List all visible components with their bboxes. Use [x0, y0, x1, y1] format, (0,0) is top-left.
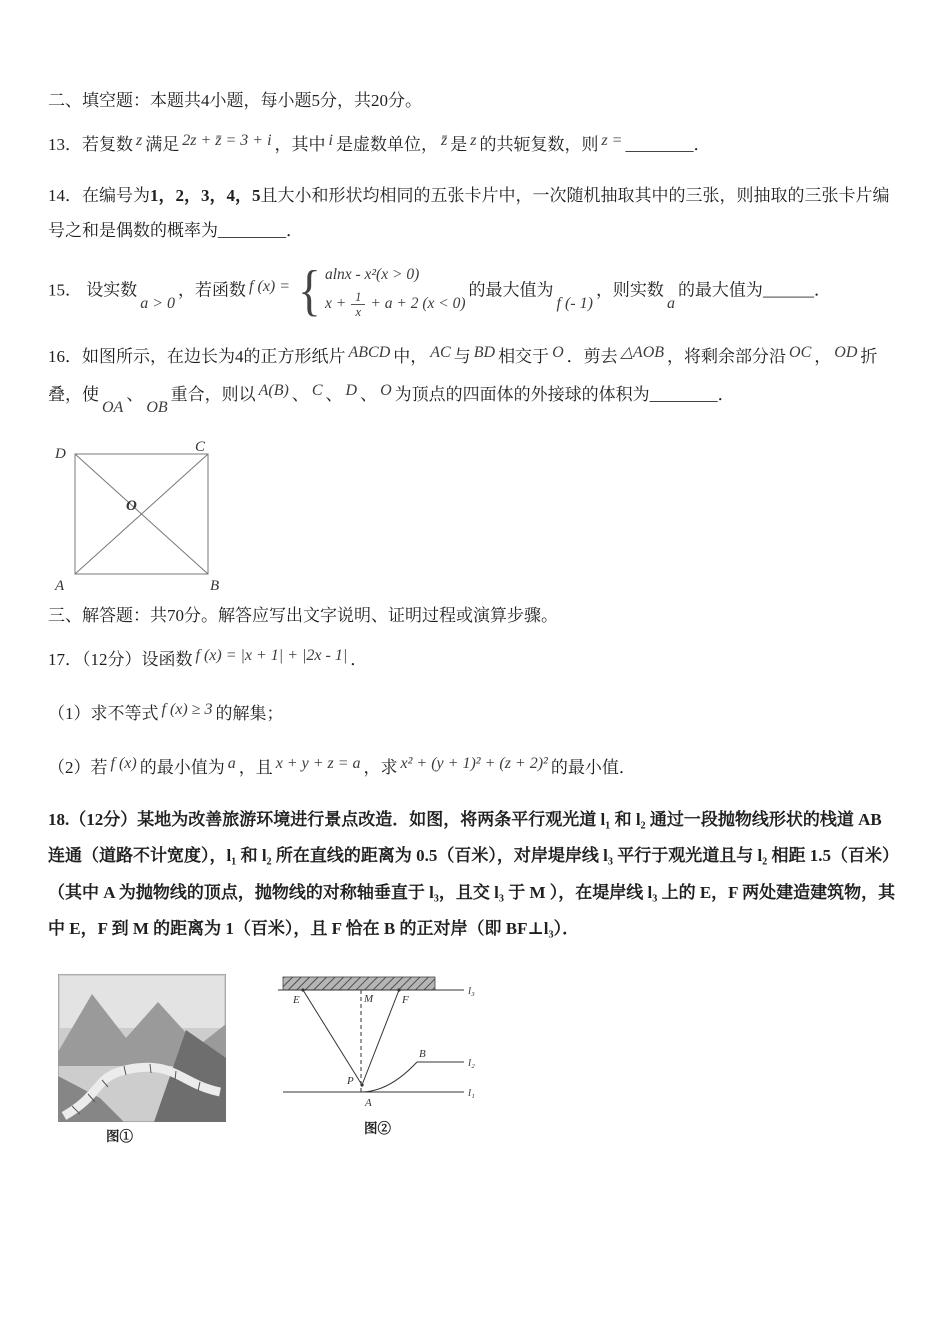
vertex-label-a: A — [55, 578, 65, 595]
math-run: f (- 1) — [556, 294, 593, 312]
math-run: + a + 2 (x < 0) — [370, 295, 466, 313]
answer-blank: ________ — [649, 384, 718, 404]
text-run: 、 — [126, 384, 144, 404]
text-run: 18.（12分）某地为改善旅游环境进行景点改造．如图，将两条平行观光道 l₁ 和 l₂ 通过一段抛物线形状的栈道 AB 连通（道路不计宽度），l₁ 和 l₂ 所在直线的距离为 0.5（百米），对岸堤岸线 l₃ 平行于观光道且与 l₂ 相距 1.5（百米）（其中 A 为抛物线的顶点，抛物线的对称轴垂直于 l₃，且交 l₃ 于 M ），在堤岸线 l₃ 上的 E，F 两处建造建筑物，其中 E，F 到 M 的距离为 1（百米），且 F 恰在 B 的正对岸（即 BF⊥l₃）． — [48, 809, 896, 939]
math-run: a — [666, 294, 675, 312]
text-run: 16．如图所示，在边长为4的正方形纸片 — [48, 346, 346, 366]
text-run: 相交于 — [498, 346, 550, 366]
question-18 — [48, 802, 898, 948]
text-run: ， — [814, 346, 832, 366]
diagram-figure — [278, 974, 488, 1114]
text-run: ． — [693, 134, 711, 154]
question-16 — [48, 337, 898, 425]
math-run: x + y + z = a — [275, 754, 361, 772]
text-run: 中， — [393, 346, 428, 366]
section-3-header-text: 三、解答题：共70分。解答应写出文字说明、证明过程或演算步骤。 — [48, 606, 558, 626]
text-run: ，其中 — [274, 134, 326, 154]
figure-2-column — [278, 974, 488, 1136]
sightline-e-p — [303, 990, 362, 1085]
point-label-p: P — [347, 1074, 354, 1087]
vertex-label-d: D — [55, 446, 66, 463]
text-run: ．剪去 — [566, 346, 618, 366]
riverbank-hatch — [283, 977, 435, 990]
text-run: 的共轭复数，则 — [479, 134, 599, 154]
diagram-points — [301, 988, 400, 1086]
text-run: 的解集； — [215, 704, 284, 724]
question-17-part-2 — [48, 748, 898, 786]
text-run: ． — [717, 384, 735, 404]
photo-figure — [58, 974, 226, 1122]
piecewise-brace: { — [298, 260, 321, 323]
vertex-label-o: O — [126, 498, 137, 515]
fraction-numerator: 1 — [351, 290, 365, 305]
vertex-label-c: C — [195, 440, 206, 456]
math-run: A(B) — [258, 381, 289, 399]
math-run: a > 0 — [140, 294, 176, 312]
text-run: ，将剩余部分沿 — [667, 346, 787, 366]
question-14 — [48, 179, 898, 249]
square-outline — [75, 454, 208, 574]
math-run: OD — [834, 343, 858, 361]
text-run: 17．（12分）设函数 — [48, 650, 193, 670]
text-run: 的最小值为 — [139, 757, 225, 777]
diagram-labels — [292, 985, 475, 1109]
math-run: △AOB — [620, 343, 665, 361]
point-label-a: A — [365, 1096, 372, 1109]
point-label-m: M — [364, 992, 374, 1005]
point-label-e: E — [293, 993, 300, 1006]
text-run: ． — [350, 650, 368, 670]
math-run: a — [227, 754, 236, 772]
text-run: ，则实数 — [595, 280, 664, 300]
math-run: BD — [473, 343, 496, 361]
text-run: 的最大值为 — [468, 280, 554, 300]
text-run: （1）求不等式 — [48, 704, 159, 724]
text-run: 13．若复数 — [48, 134, 133, 154]
text-run: ，且 — [238, 757, 273, 777]
answer-blank: ________ — [218, 220, 286, 240]
text-run: 、 — [291, 384, 309, 404]
math-run: z = — [601, 131, 623, 149]
section-3-header — [48, 599, 898, 634]
text-run: 是 — [450, 134, 468, 154]
math-run: x² + (y + 1)² + (z + 2)² — [400, 754, 548, 772]
math-run: ABCD — [348, 343, 391, 361]
square-figure — [50, 440, 228, 594]
math-run: O — [380, 381, 392, 399]
question-15 — [48, 260, 898, 323]
figure-1-column — [58, 974, 226, 1144]
text-run: 与 — [453, 346, 471, 366]
point-label-f: F — [402, 993, 409, 1006]
math-run: f (x) = |x + 1| + |2x - 1| — [195, 647, 348, 665]
text-run: 的最大值为 — [677, 280, 763, 300]
piecewise-rows — [323, 264, 466, 319]
vertex-label-b: B — [210, 578, 220, 595]
text-run: 1，2，3，4，5 — [150, 185, 261, 205]
text-run: 14．在编号为 — [48, 185, 150, 205]
math-run: 2z + z̄ = 3 + i — [182, 131, 272, 149]
section-2-header-text: 二、填空题：本题共4小题，每小题5分，共20分。 — [48, 91, 422, 110]
square-figure-wrap — [50, 440, 898, 597]
text-run: 、 — [360, 384, 378, 404]
math-run: C — [311, 381, 323, 399]
math-run: OA — [102, 398, 124, 416]
piecewise-function — [296, 260, 466, 323]
figure-caption: 图① — [106, 1128, 133, 1144]
point-label-b: B — [419, 1047, 426, 1060]
answer-blank: ______ — [762, 280, 814, 300]
text-run: ，若函数 — [178, 280, 247, 300]
text-run: 折叠，使 — [48, 346, 878, 404]
line-label-l2: l₂ — [468, 1056, 475, 1069]
math-run: OC — [789, 343, 812, 361]
text-run: 的最小值． — [550, 757, 636, 777]
text-run: 为顶点的四面体的外接球的体积为 — [394, 384, 650, 404]
text-run: 满足 — [145, 134, 180, 154]
text-run: 是虚数单位， — [335, 134, 438, 154]
text-run: 重合，则以 — [170, 384, 256, 404]
fraction-denominator: x — [355, 305, 362, 320]
math-run: z — [470, 131, 477, 149]
text-run: 且大小和形状均相同的五张卡片中，一次随机抽取其中的三张，则抽取的三张卡片编号之和是偶数的概率为 — [48, 185, 890, 240]
text-run: 15． 设实数 — [48, 280, 138, 300]
math-run: f (x) — [110, 754, 137, 772]
text-run: ． — [286, 220, 303, 240]
math-run: i — [328, 131, 333, 149]
text-run: ． — [813, 280, 831, 300]
math-run: alnx - x²(x > 0) — [324, 266, 420, 284]
math-run: x + — [324, 295, 347, 313]
math-run: O — [552, 343, 564, 361]
answer-blank: ________ — [625, 134, 694, 154]
math-run: OB — [146, 398, 168, 416]
text-run: （2）若 — [48, 757, 108, 777]
question-17 — [48, 640, 898, 678]
section-2-header — [48, 84, 898, 119]
text-run: ，求 — [363, 757, 398, 777]
figure-caption: 图② — [364, 1120, 391, 1136]
math-row — [325, 290, 466, 320]
line-label-l1: l₁ — [468, 1086, 475, 1099]
text-run: 、 — [325, 384, 343, 404]
line-label-l3: l₃ — [468, 984, 475, 997]
math-run: D — [345, 381, 358, 399]
fraction — [351, 290, 365, 320]
math-run: f (x) ≥ 3 — [161, 701, 213, 719]
math-run: z̄ — [440, 131, 448, 149]
diagram-lines — [278, 990, 464, 1092]
math-run: z — [136, 131, 143, 149]
question-17-part-1 — [48, 694, 898, 732]
math-run: AC — [430, 343, 451, 361]
math-run: f (x) = — [249, 277, 291, 295]
question-18-figures — [58, 974, 898, 1144]
question-13 — [48, 125, 898, 163]
